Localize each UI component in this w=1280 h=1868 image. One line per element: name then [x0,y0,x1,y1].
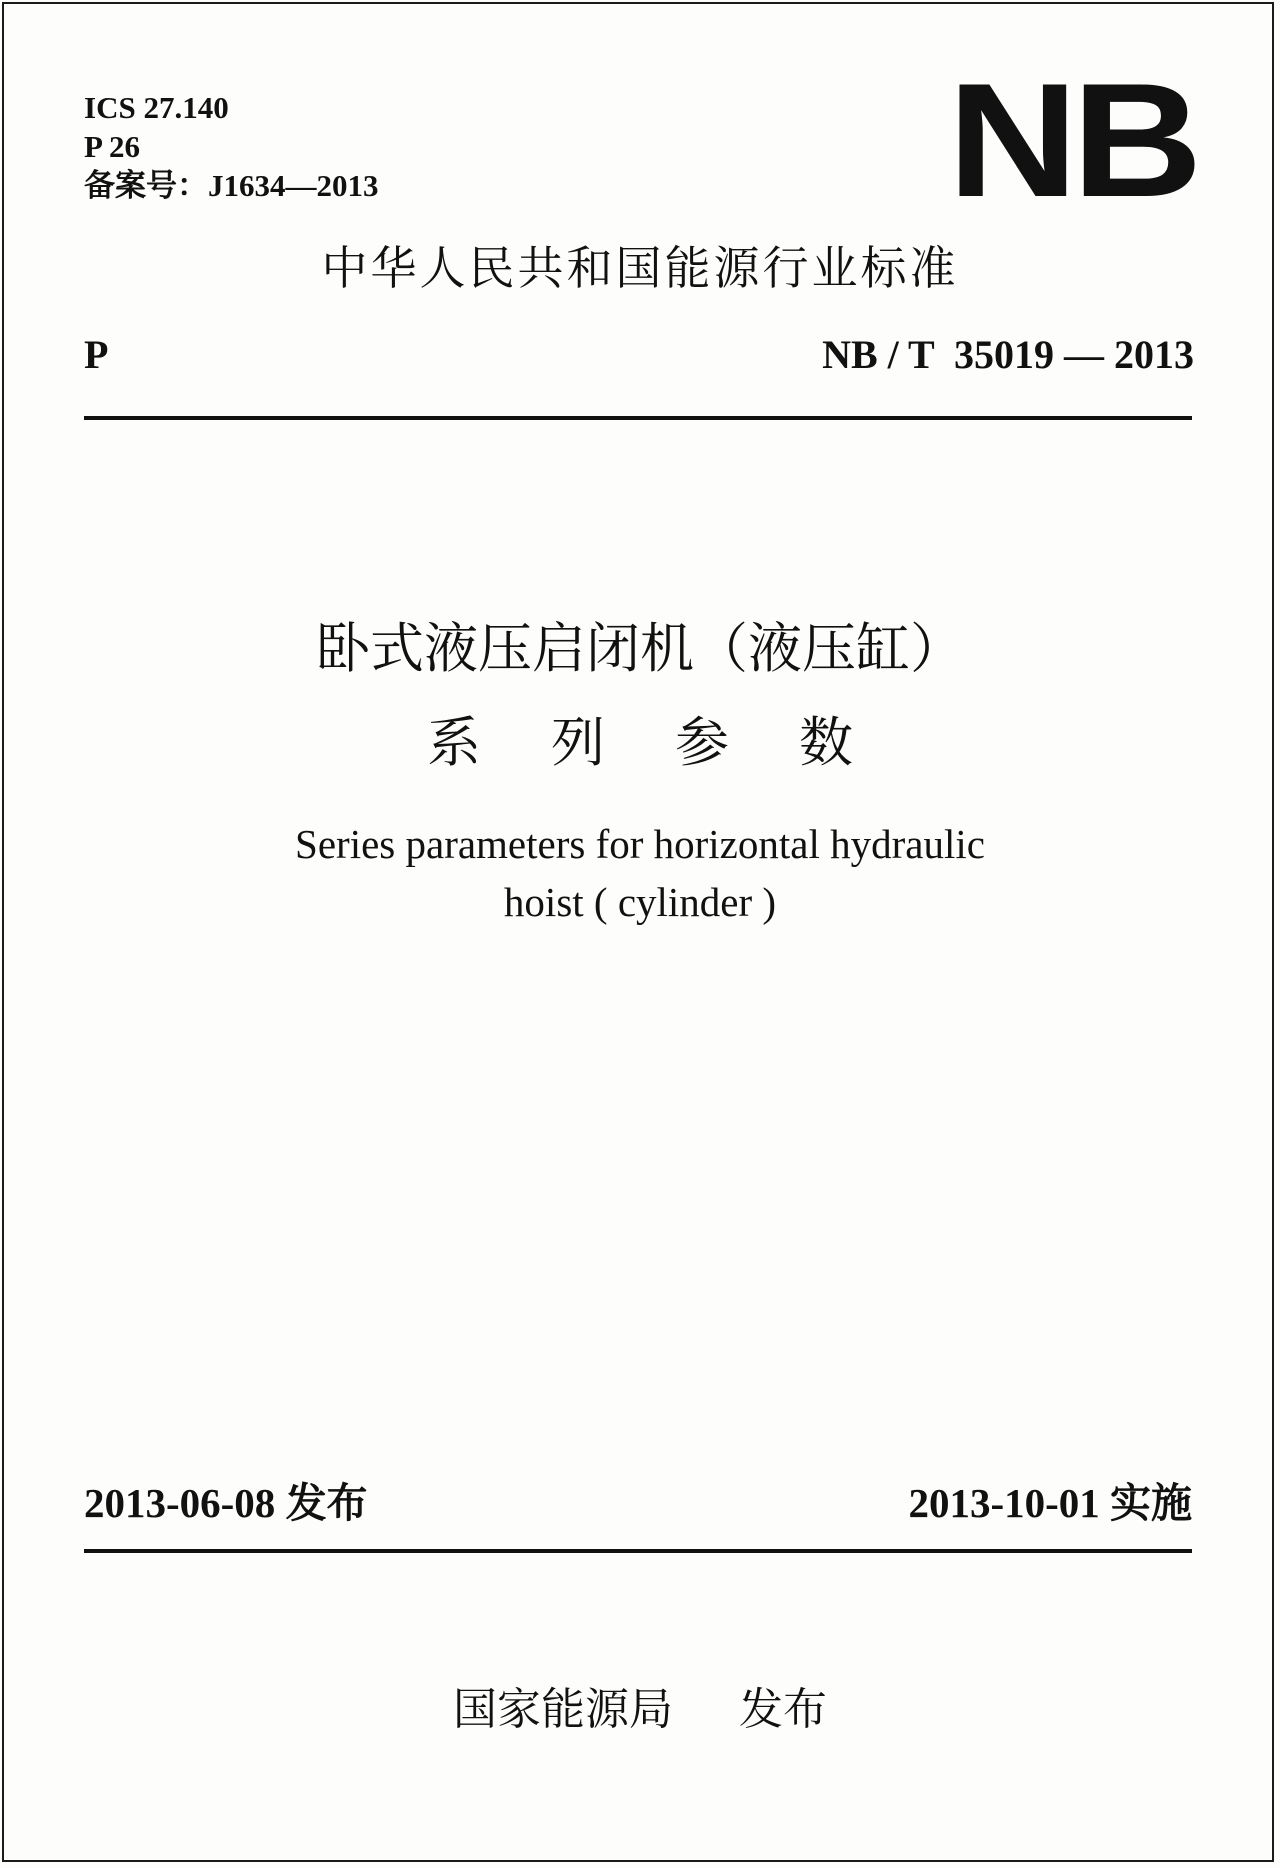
title-english [0,815,1280,931]
publisher-label: 发布 [739,1684,827,1735]
implement-label: 实施 [1110,1479,1192,1527]
publisher-name: 国家能源局 [453,1684,673,1735]
issue-date-block [84,1476,368,1530]
implement-date-block [908,1476,1192,1530]
title-english-line1: Series parameters for horizontal hydraulic [295,821,985,867]
issue-date: 2013-06-08 [84,1480,276,1526]
standard-number: NB / T 35019 — 2013 [822,332,1194,377]
nb-logo: NB [947,50,1196,231]
issue-label: 发布 [285,1479,368,1527]
record-number: 备案号：J1634—2013 [84,168,379,203]
ics-code: ICS 27.140 [84,90,229,125]
title-chinese-line1: 卧式液压启闭机（液压缸） [316,617,964,680]
industry-standard-title: 中华人民共和国能源行业标准 [321,241,959,295]
classification-letter: P [84,332,109,377]
top-divider [84,416,1192,420]
publisher-line [0,1680,1280,1740]
header-meta [84,88,379,205]
title-english-line2: hoist ( cylinder ) [503,879,777,925]
bottom-divider [84,1549,1192,1553]
implement-date: 2013-10-01 [908,1480,1100,1526]
title-chinese-line2: 系列参数 [427,711,923,774]
class-code: P 26 [84,129,140,164]
